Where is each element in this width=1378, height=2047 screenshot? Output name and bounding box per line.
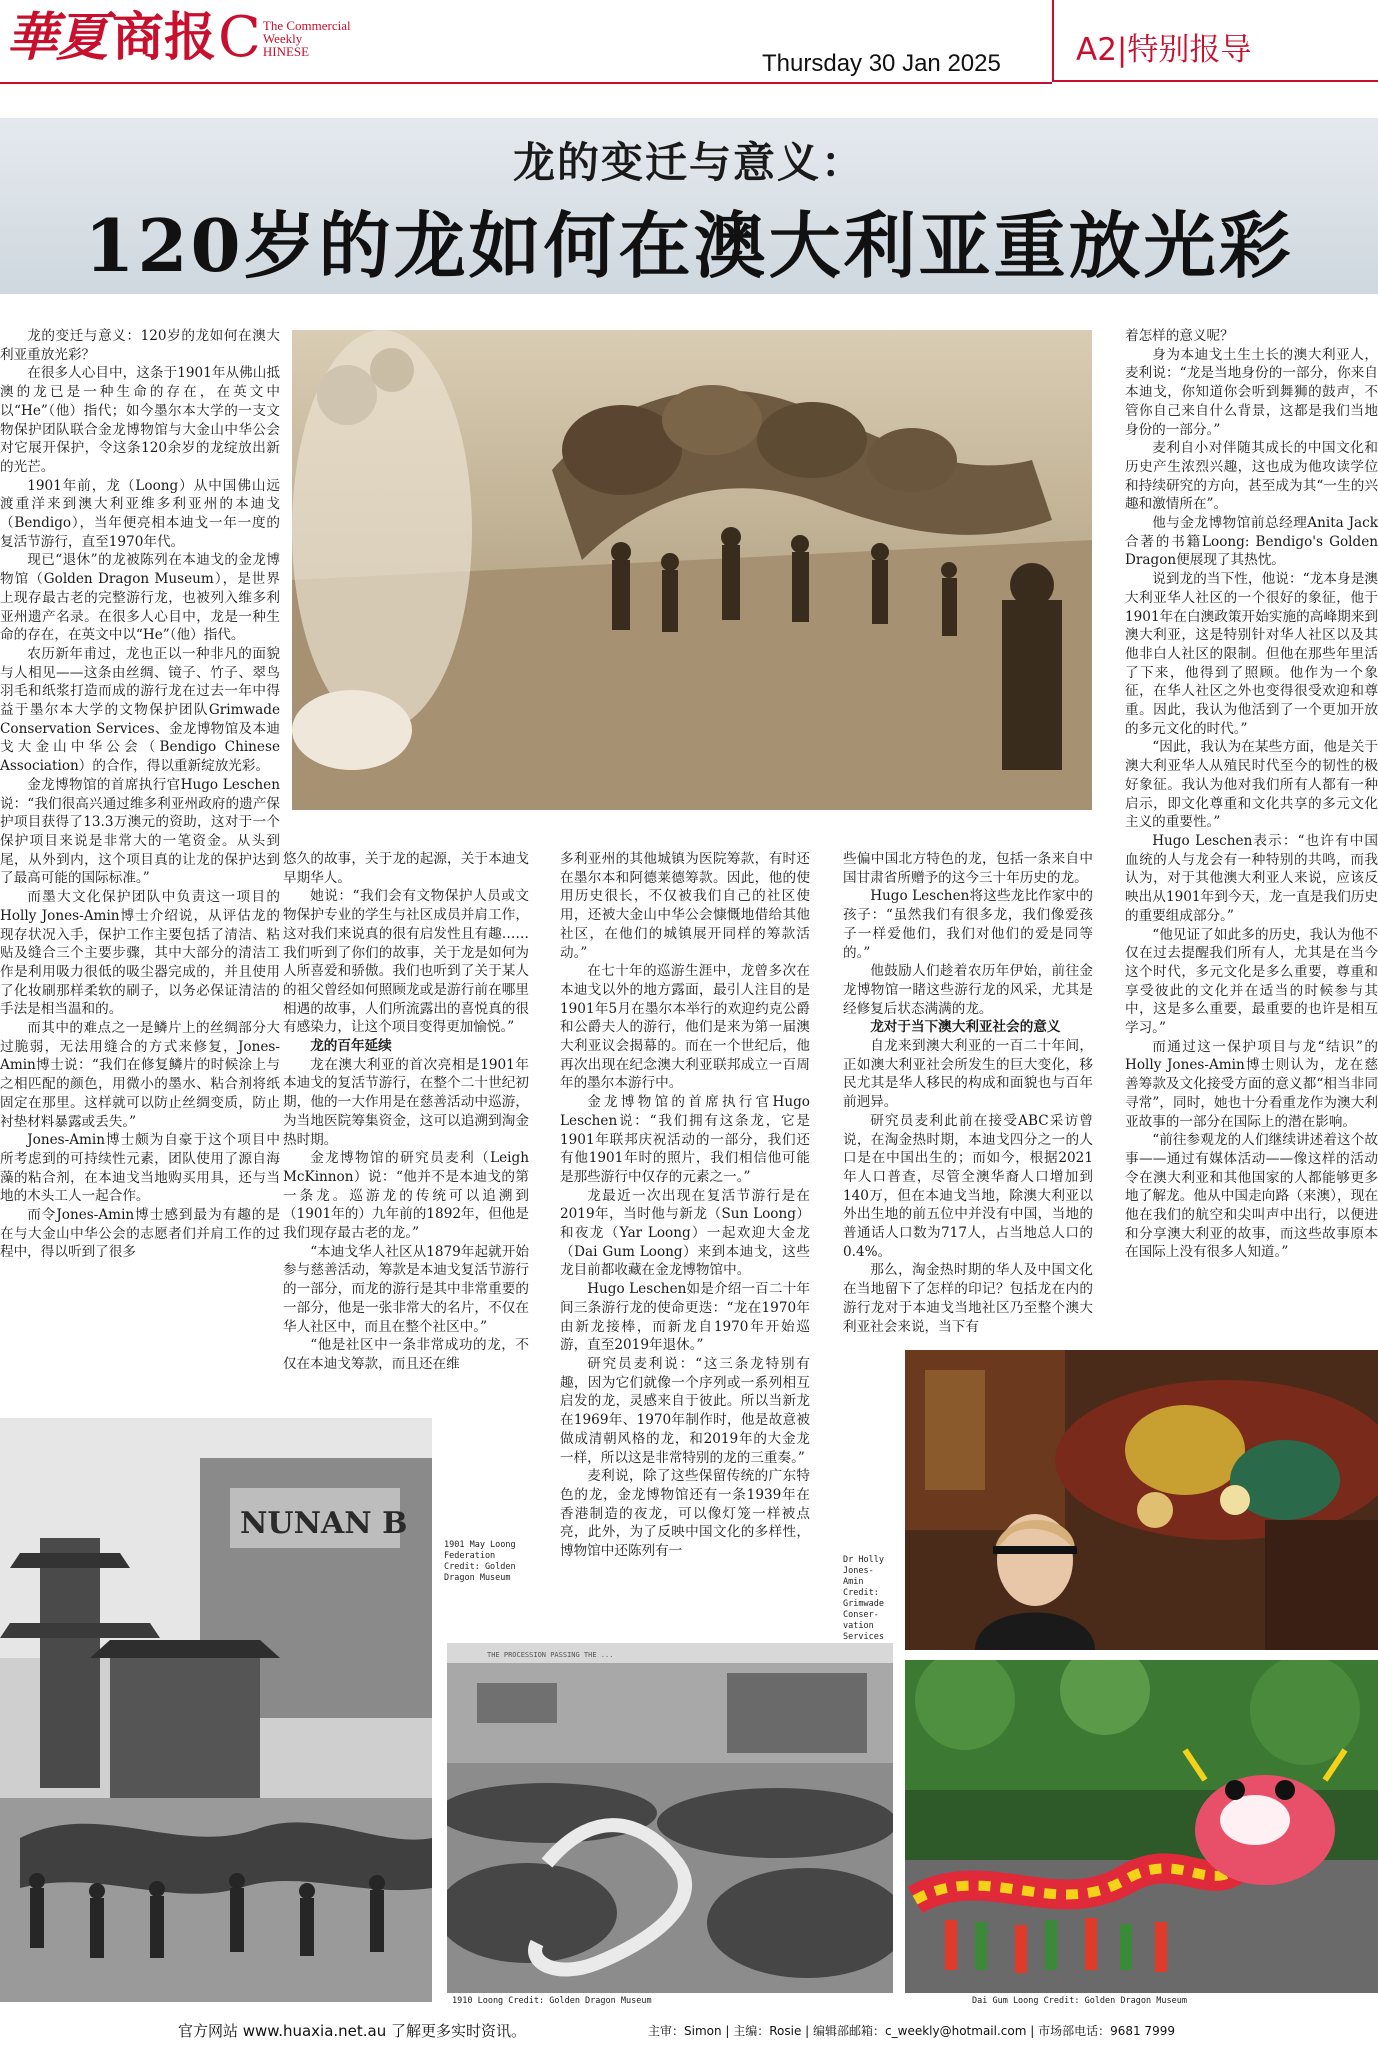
logo-english [263,19,351,58]
footer-website[interactable]: 官方网站 www.huaxia.net.au 了解更多实时资讯。 [178,2022,527,2040]
col5-p8: 而通过这一保护项目与龙“结识”的Holly Jones-Amin博士则认为，龙在慈善筹款及文化接受方面的意义都“相当非同寻常”，同时，她也十分看重龙作为澳大利亚故事的一部分在国际上的潜在影响。 [1125,1038,1378,1130]
col5-p1: 身为本迪戈土生土长的澳大利亚人，麦利说：“龙是当地身份的一部分，你来自本迪戈，你知道你会听到舞狮的鼓声，不管你自己来自什么背景，这都是我们当地身份的一部分。” [1125,346,1378,438]
col2-p4: 金龙博物馆的研究员麦利（Leigh McKinnon）说：“他并不是本迪戈的第一条龙。巡游龙的传统可以追溯到（1901年的）九年前的1892年，但他是我们现存最古老的龙。” [283,1150,529,1242]
logo-en-line1: The Commercial [262,18,351,33]
col3-p1: 在七十年的巡游生涯中，龙曾多次在本迪戈以外的地方露面，最引人注目的是1901年5月在墨尔本举行的欢迎约克公爵和公爵夫人的游行，他们是来为第一届澳大利亚议会揭幕的。而在一个世纪后，他再次出现在纪念澳大利亚联邦成立一百周年的墨尔本游行中。 [560,963,810,1092]
headline-title: 120岁的龙如何在澳大利亚重放光彩 [84,203,1294,288]
col3-p2: 金龙博物馆的首席执行官Hugo Leschen说：“我们拥有这条龙，它是1901年联邦庆祝活动的一部分，我们还有他1901年时的照片，我们相信他可能是那些游行中仅存的元素之一。” [560,1094,810,1185]
dragon-procession-image [292,330,1092,810]
section-tag [1052,0,1378,82]
article-column-3 [560,850,810,1561]
masthead-rule [0,82,1052,84]
col4-p1: Hugo Leschen将这些龙比作家中的孩子：“虽然我们有很多龙，我们像爱孩子一样爱他们，我们对他们的爱是同等的。” [843,888,1093,961]
col2-p3: 龙在澳大利亚的首次亮相是1901年本迪戈的复活节游行，在整个二十世纪初期，他的一大作用是在慈善活动中巡游，为当地医院筹集资金，这可以追溯到淘金热时期。 [283,1056,529,1148]
article-column-2 [283,850,529,1374]
col5-p5: “因此，我认为在某些方面，他是关于澳大利亚华人从殖民时代至今的韧性的极好象征。我认为他对我们所有人都有一种启示，即文化尊重和文化共享的多元文化主义的重要性。” [1125,739,1378,831]
col2-subhead-1: 龙的百年延续 [310,1038,392,1055]
caption-1910-loong: 1910 Loong Credit: Golden Dragon Museum [452,1996,652,2006]
col5-p2: 麦利自小对伴随其成长的中国文化和历史产生浓烈兴趣，这也成为他攻读学位和持续研究的方向，甚至成为其“一生的兴趣和激情所在”。 [1125,440,1378,513]
page-footer [0,2010,1378,2047]
col1-p7: 而其中的难点之一是鳞片上的丝绸部分大过脆弱，无法用缝合的方式来修复，Jones-Amin博士说：“我们在修复鳞片的时候涂上与之相匹配的颜色，用微小的墨水、粘合剂将纸固定在那里。这样就可以防止丝绸变质，防止衬垫材料暴露或丢失。” [0,1020,280,1130]
article-column-5 [1125,327,1378,1262]
logo-huaxia: 華夏 [6,7,107,68]
article-column-4 [843,850,1093,1336]
dai-gum-loong-image [905,1660,1378,1993]
col1-p6: 而墨大文化保护团队中负责这一项目的Holly Jones-Amin博士介绍说，从评估龙的现存状况入手，保护工作主要包括了清洁、粘贴及缝合三个主要步骤，其中大部分的清洁工作是利用吸力很低的吸尘器完成的，并且使用了化妆刷那样柔软的刷子，以务必保证清洁的手法是相当温和的。 [0,889,280,1018]
col3-p5: 研究员麦利说：“这三条龙特别有趣，因为它们就像一个序列或一系列相互启发的龙，灵感来自于彼此。所以当新龙在1969年、1970年制作时，他是故意被做成清朝风格的龙，和2019年的大金龙一样，所以这是非常特别的龙的三重奏。” [560,1355,810,1466]
col1-p9: 而令Jones-Amin博士感到最为有趣的是在与大金山中华公会的志愿者们并肩工作的过程中，得以听到了很多 [0,1207,280,1261]
col4-p6: 那么，淘金热时期的华人及中国文化在当地留下了怎样的印记？包括龙在内的游行龙对于本迪戈当地社区乃至整个澳大利亚社会来说，当下有 [843,1262,1093,1335]
col5-p4: 说到龙的当下性，他说：“龙本身是澳大利亚华人社区的一个很好的象征，他于1901年在白澳政策开始实施的高峰期来到澳大利亚，这是特别针对华人社区以及其他非白人社区的限制。但他在那些年里活了下来，他得到了照顾。他作为一个象征，在华人社区之外也变得很受欢迎和尊重。因此，我认为他活到了一个更加开放的多元文化的时代。” [1125,571,1378,737]
photo-1910-loong [447,1643,893,1993]
col2-p6: “他是社区中一条非常成功的龙，不仅在本迪戈筹款，而且还在维 [283,1337,529,1372]
col4-p2: 他鼓励人们趁着农历年伊始，前往金龙博物馆一睹这些游行龙的风采，尤其是经修复后状态满满的龙。 [843,963,1093,1017]
col2-p0: 悠久的故事，关于龙的起源，关于本迪戈早期华人。 [283,851,529,886]
col1-p2: 1901年前，龙（Loong）从中国佛山远渡重洋来到澳大利亚维多利亚州的本迪戈（Bendigo），当年便亮相本迪戈一年一度的复活节游行，直至1970年代。 [0,477,280,550]
dr-holly-image [905,1350,1378,1650]
footer-credits: 主审：Simon | 主编：Rosie | 编辑部邮箱：c_weekly@hotmail.com | 市场部电话：9681 7999 [648,2024,1175,2038]
col1-p0: 龙的变迁与意义：120岁的龙如何在澳大利亚重放光彩？ [0,328,280,363]
1901-street-image [0,1418,432,2002]
col3-p6: 麦利说，除了这些保留传统的广东特色的龙，金龙博物馆还有一条1939年在香港制造的夜龙，可以像灯笼一样被点亮，此外，为了反映中国文化的多样性，博物馆中还陈列有一 [560,1468,810,1560]
col5-p3: 他与金龙博物馆前总经理Anita Jack合著的书籍Loong: Bendigo's Golden Dragon便展现了其热忱。 [1125,515,1378,569]
col1-p4: 农历新年甫过，龙也正以一种非凡的面貌与人相见——这条由丝绸、镜子、竹子、翠鸟羽毛和纸浆打造而成的游行龙在过去一年中得益于墨尔本大学的文物保护团队Grimwade Conservation Services、金龙博物馆及本迪戈大金山中华公会（Bendigo Chinese Association）的合作，得以重新绽放光彩。 [0,645,280,775]
col4-subhead-2: 龙对于当下澳大利亚社会的意义 [870,1019,1061,1036]
col4-p5: 研究员麦利此前在接受ABC采访曾说，在淘金热时期，本迪戈四分之一的人口是在中国出生的；而如今，根据2021年人口普查，尽管全澳华裔人口增加到140万，但在本迪戈当地，除澳大利亚以外出生地的前五位中并没有中国，当地的普通话人口数为717人，占当地总人口的0.4%。 [843,1112,1093,1260]
col1-p3: 现已“退休”的龙被陈列在本迪戈的金龙博物馆（Golden Dragon Museum），是世界上现存最古老的完整游行龙，也被列入维多利亚州遗产名录。在很多人心目中，龙是一种生命的存在，在英文中以“He”（他）指代。 [0,552,280,644]
caption-dai-gum-loong: Dai Gum Loong Credit: Golden Dragon Museum [972,1996,1187,2006]
issue-date: Thursday 30 Jan 2025 [762,50,1001,77]
masthead [0,0,1378,82]
caption-dr-holly: Dr Holly Jones-Amin Credit: Grimwade Conser- vation Services [843,1555,884,1642]
col1-p5: 金龙博物馆的首席执行官Hugo Leschen说：“我们很高兴通过维多利亚州政府的遗产保护项目获得了13.3万澳元的资助，这对于一个保护项目来说是非常大的一笔资金。从头到尾，从外到内，这个项目真的让龙的保护达到了最高可能的国际标准。” [0,776,280,887]
caption-1901-may-loong: 1901 May Loong Federation Credit: Golden Dragon Museum [444,1540,516,1583]
nunan-sign: NUNAN B [240,1506,408,1541]
headline-kicker: 龙的变迁与意义： [512,138,865,187]
photo-dai-gum-loong [905,1660,1378,1993]
logo-shangbao: 商报 [112,7,217,68]
section-label: A2|特别报导 [1076,32,1252,68]
col5-p7: “他见证了如此多的历史，我认为他不仅在过去提醒我们所有人，尤其是在当今这个时代，多元文化是多么重要，尊重和享受彼此的文化并在适当的时候参与其中，这是多么重要，最重要的也许是相互学习。” [1125,926,1378,1037]
logo-en-line3: HINESE [262,44,310,59]
logo-en-line2: Weekly [262,31,303,46]
photo-dr-holly [905,1350,1378,1650]
col1-p1: 在很多人心目中，这条于1901年从佛山抵澳的龙已是一种生命的存在，在英文中以“He”（他）指代；如今墨尔本大学的一支文物保护团队联合金龙博物馆与大金山中华公会对它展开保护，令这条120余岁的龙绽放出新的光芒。 [0,365,280,475]
photo-1901-may-loong [0,1418,432,2002]
col4-p4: 自龙来到澳大利亚的一百二十年间，正如澳大利亚社会所发生的巨大变化，移民尤其是华人移民的构成和面貌也与百年前迥异。 [843,1038,1093,1111]
col3-p0: 多利亚州的其他城镇为医院筹款，有时还在墨尔本和阿德莱德筹款。因此，他的使用历史很长，不仅被我们自己的社区使用，还被大金山中华公会慷慨地借给其他社区，在他们的城镇展开同样的筹款活动。” [560,851,810,961]
col5-p6: Hugo Leschen表示：“也许有中国血统的人与龙会有一种特别的共鸣，而我认为，对于其他澳大利亚人来说，应该反映出从1901年到今天，龙一直是我们历史的重要组成部分。” [1125,832,1378,924]
1910-photo-banner: THE PROCESSION PASSING THE ... [487,1651,614,1659]
col2-p1: 她说：“我们会有文物保护人员或文物保护专业的学生与社区成员并肩工作，这对我们来说真的很有启发性且有趣……我们听到了你们的故事，关于龙是如何为人所喜爱和骄傲。我们也听到了关于某人的祖父曾经如何照顾龙或是游行前在哪里相遇的故事，人们所流露出的喜悦真的很有感染力，让这个项目变得更加愉悦。” [283,888,529,1036]
logo-c: C [218,5,261,70]
article-column-1 [0,327,280,1262]
main-photo-dragon-procession [292,330,1092,810]
col3-p3: 龙最近一次出现在复活节游行是在2019年，当时他与新龙（Sun Loong）和夜龙（Yar Loong）一起欢迎大金龙（Dai Gum Loong）来到本迪戈，这些龙目前都收藏在金龙博物馆中。 [560,1187,810,1279]
newspaper-logo[interactable] [6,5,351,70]
col1-p8: Jones-Amin博士颇为自豪于这个项目中所考虑到的可持续性元素，团队使用了源自海藻的粘合剂，在本迪戈当地购买用具，还与当地的木头工人一起合作。 [0,1132,280,1205]
col5-p9: “前往参观龙的人们继续讲述着这个故事——通过有媒体活动——像这样的活动令在澳大利亚和其他国家的人都能够更多地了解龙。他从中国走向路（来澳），现在他在我们的航空和尖叫声中出行，以便进和分享澳大利亚的故事，而这些故事原本在国际上没有很多人知道。” [1125,1132,1378,1261]
col4-p0: 些偏中国北方特色的龙，包括一条来自中国甘肃省所赠予的这今三十年历史的龙。 [843,851,1093,886]
col2-p5: “本迪戈华人社区从1879年起就开始参与慈善活动，筹款是本迪戈复活节游行的一部分，而龙的游行是其中非常重要的一部分，他是一张非常大的名片，不仅在华人社区中，而且在整个社区中。” [283,1243,529,1335]
col5-p0: 着怎样的意义呢？ [1125,328,1234,344]
1910-loong-image [447,1643,893,1993]
col3-p4: Hugo Leschen如是介绍一百二十年间三条游行龙的使命更迭：“龙在1970年由新龙接棒，而新龙自1970年开始巡游，直至2019年退休。” [560,1281,810,1354]
